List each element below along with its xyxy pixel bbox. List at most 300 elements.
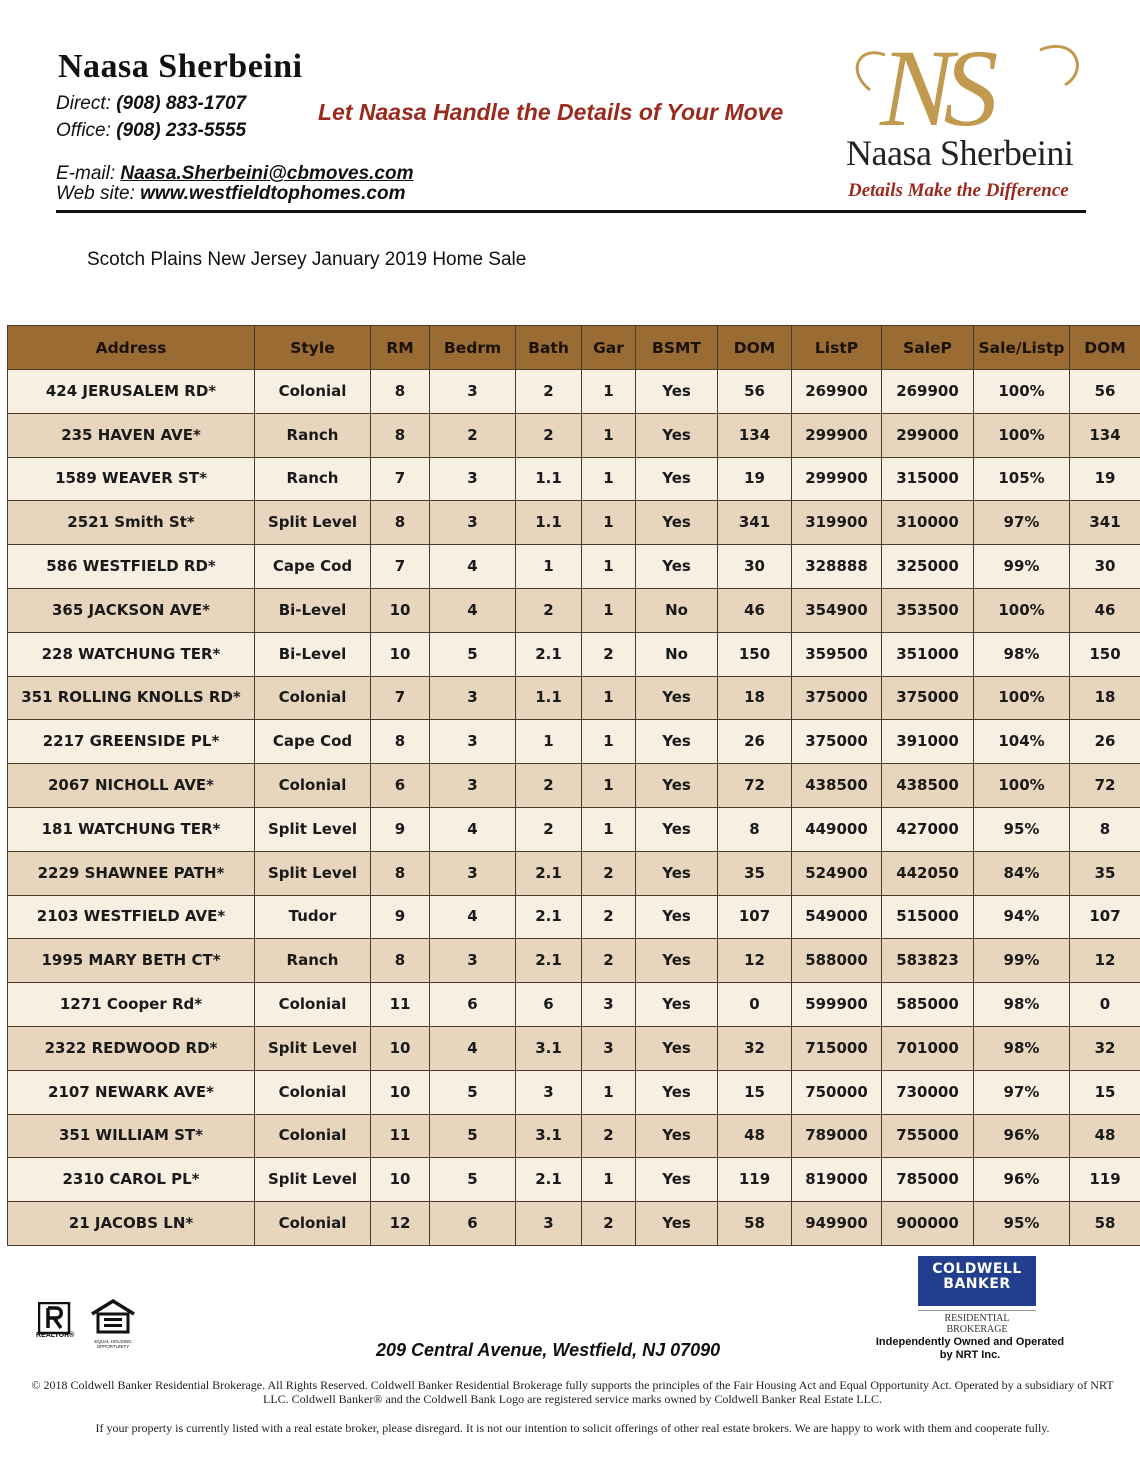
table-cell: 1589 WEAVER ST* [8,457,255,501]
table-cell: 7 [371,457,430,501]
table-cell: 11 [371,1114,430,1158]
table-cell: 315000 [882,457,974,501]
table-cell: Bi-Level [255,588,371,632]
table-cell: 3 [430,764,516,808]
legal-notice: © 2018 Coldwell Banker Residential Brokerage. All Rights Reserved. Coldwell Banker Residential Brokerage fully supports the principles of the Fair Housing Act and Equal Opportunity Act. Operated by a subsidiary of NRT LLC. Coldwell Banker® and the Coldwell Bank Logo are registered service marks owned by Coldwell Banker Real Estate LLC. [31,1378,1114,1406]
home-sales-table [7,325,1140,1246]
table-cell: 755000 [882,1114,974,1158]
table-cell: 2.1 [516,632,582,676]
table-cell: Ranch [255,939,371,983]
table-cell: 3 [430,851,516,895]
table-cell: Colonial [255,370,371,414]
table-cell: 424 JERUSALEM RD* [8,370,255,414]
table-cell: 8 [371,939,430,983]
table-cell: Yes [636,720,718,764]
table-cell: 438500 [792,764,882,808]
table-cell: 1 [582,588,636,632]
table-row [8,370,1140,414]
table-cell: 3 [430,720,516,764]
table-cell: 98% [974,983,1070,1027]
table-cell: 588000 [792,939,882,983]
email-line [56,163,414,185]
table-cell: 2 [516,370,582,414]
table-cell: 351000 [882,632,974,676]
table-cell: 269900 [882,370,974,414]
table-cell: 3 [430,939,516,983]
table-row [8,983,1140,1027]
table-cell: 1.1 [516,457,582,501]
monogram-text: NS [880,30,989,140]
table-cell: 5 [430,632,516,676]
table-cell: 8 [371,413,430,457]
column-header: Bath [516,326,582,370]
table-row [8,676,1140,720]
table-cell: 9 [371,807,430,851]
table-cell: 58 [718,1202,792,1246]
table-cell: 4 [430,545,516,589]
table-cell: 319900 [792,501,882,545]
table-cell: 107 [1070,895,1140,939]
table-cell: Cape Cod [255,545,371,589]
tagline: Let Naasa Handle the Details of Your Move [318,99,784,125]
table-cell: 3 [516,1070,582,1114]
table-cell: Colonial [255,1202,371,1246]
table-cell: 104% [974,720,1070,764]
table-row [8,720,1140,764]
table-cell: 375000 [792,676,882,720]
website-line [56,183,405,205]
table-cell: Ranch [255,457,371,501]
table-cell: Yes [636,939,718,983]
table-cell: 789000 [792,1114,882,1158]
table-cell: Colonial [255,983,371,1027]
table-cell: 4 [430,588,516,632]
table-cell: 0 [718,983,792,1027]
table-cell: 375000 [792,720,882,764]
table-cell: Yes [636,851,718,895]
table-cell: 750000 [792,1070,882,1114]
table-cell: 2 [582,895,636,939]
table-cell: 6 [430,983,516,1027]
table-cell: 819000 [792,1158,882,1202]
solicitation-disclaimer: If your property is currently listed with a real estate broker, please disregard. It is not our intention to solicit offerings of other real estate brokers. We are happy to work with them and cooperate fully. [95,1421,1050,1435]
table-cell: 228 WATCHUNG TER* [8,632,255,676]
table-cell: 900000 [882,1202,974,1246]
table-cell: 95% [974,1202,1070,1246]
table-row [8,457,1140,501]
table-cell: 5 [430,1158,516,1202]
table-cell: 1 [582,720,636,764]
table-cell: 10 [371,1026,430,1070]
table-cell: 10 [371,588,430,632]
table-cell: 181 WATCHUNG TER* [8,807,255,851]
realtor-label: REALTOR® [36,1332,75,1339]
table-cell: 48 [718,1114,792,1158]
table-cell: 100% [974,764,1070,808]
table-cell: 8 [371,501,430,545]
table-row [8,764,1140,808]
table-cell: 3 [430,676,516,720]
table-cell: 99% [974,939,1070,983]
table-row [8,501,1140,545]
owned-line2: by NRT Inc. [939,1349,1001,1361]
table-cell: 150 [718,632,792,676]
table-cell: Tudor [255,895,371,939]
table-cell: 150 [1070,632,1140,676]
table-cell: 8 [371,851,430,895]
table-cell: 4 [430,895,516,939]
table-cell: 328888 [792,545,882,589]
table-cell: Split Level [255,851,371,895]
table-cell: 2107 NEWARK AVE* [8,1070,255,1114]
table-cell: 26 [718,720,792,764]
table-cell: 12 [371,1202,430,1246]
table-cell: 354900 [792,588,882,632]
table-cell: 3 [582,983,636,1027]
table-cell: Colonial [255,1070,371,1114]
table-row [8,939,1140,983]
table-cell: 438500 [882,764,974,808]
table-cell: 7 [371,676,430,720]
table-cell: 4 [430,807,516,851]
table-cell: Yes [636,1158,718,1202]
table-cell: 299900 [792,457,882,501]
table-cell: 515000 [882,895,974,939]
table-cell: 18 [1070,676,1140,720]
table-cell: Yes [636,370,718,414]
website-link[interactable]: www.westfieldtophomes.com [140,183,406,204]
monogram-icon [840,30,1090,140]
table-cell: 98% [974,632,1070,676]
table-cell: 351 WILLIAM ST* [8,1114,255,1158]
column-header: Gar [582,326,636,370]
equal-housing-label: EQUAL HOUSING OPPORTUNITY [94,1339,132,1349]
table-cell: 2521 Smith St* [8,501,255,545]
table-cell: 375000 [882,676,974,720]
ownership-note [860,1336,1080,1362]
table-cell: 12 [718,939,792,983]
table-cell: Yes [636,1026,718,1070]
table-row [8,1202,1140,1246]
table-cell: 3 [430,501,516,545]
email-link[interactable]: Naasa.Sherbeini@cbmoves.com [120,163,414,184]
table-cell: 3 [516,1202,582,1246]
table-cell: 11 [371,983,430,1027]
table-cell: 353500 [882,588,974,632]
table-row [8,1158,1140,1202]
table-cell: 1 [582,676,636,720]
table-cell: 30 [1070,545,1140,589]
table-cell: 949900 [792,1202,882,1246]
office-address: 209 Central Avenue, Westfield, NJ 07090 [376,1340,721,1360]
table-cell: 8 [1070,807,1140,851]
table-cell: 715000 [792,1026,882,1070]
table-cell: 3.1 [516,1026,582,1070]
table-cell: 134 [718,413,792,457]
email-label: E-mail: [56,163,116,184]
table-cell: 19 [718,457,792,501]
table-cell: 72 [1070,764,1140,808]
table-cell: 97% [974,501,1070,545]
table-cell: 1.1 [516,676,582,720]
table-cell: 269900 [792,370,882,414]
table-cell: Colonial [255,676,371,720]
table-cell: 3 [430,370,516,414]
table-cell: 2103 WESTFIELD AVE* [8,895,255,939]
cb-logo-line1: COLDWELL [932,1261,1022,1277]
table-row [8,1070,1140,1114]
table-cell: Yes [636,676,718,720]
table-cell: 8 [371,720,430,764]
table-cell: No [636,632,718,676]
table-cell: 2 [582,851,636,895]
table-cell: 84% [974,851,1070,895]
website-label: Web site: [56,183,135,204]
table-cell: 359500 [792,632,882,676]
table-cell: 599900 [792,983,882,1027]
table-cell: 235 HAVEN AVE* [8,413,255,457]
table-cell: 56 [1070,370,1140,414]
table-cell: 46 [1070,588,1140,632]
table-cell: 100% [974,370,1070,414]
direct-label: Direct: [56,93,111,114]
column-header: DOM [718,326,792,370]
table-cell: Colonial [255,1114,371,1158]
table-cell: 701000 [882,1026,974,1070]
table-cell: 6 [371,764,430,808]
table-cell: 449000 [792,807,882,851]
table-cell: 585000 [882,983,974,1027]
office-phone[interactable]: (908) 233-5555 [116,120,247,141]
logo-name: Naasa Sherbeini [846,133,1074,173]
equal-housing-icon [88,1298,138,1349]
table-row [8,588,1140,632]
office-phone-line [56,120,246,142]
table-cell: 58 [1070,1202,1140,1246]
table-cell: 785000 [882,1158,974,1202]
table-cell: 8 [371,370,430,414]
table-cell: 1 [582,1158,636,1202]
cb-residential-label: RESIDENTIAL BROKERAGE [918,1310,1036,1335]
table-cell: 1 [582,1070,636,1114]
table-cell: 119 [1070,1158,1140,1202]
table-cell: 1 [516,720,582,764]
table-cell: 1 [582,501,636,545]
table-cell: 99% [974,545,1070,589]
column-header: SaleP [882,326,974,370]
column-header: Sale/Listp [974,326,1070,370]
table-cell: 35 [718,851,792,895]
page-title: Scotch Plains New Jersey January 2019 Home Sale [87,249,527,270]
table-cell: 2.1 [516,895,582,939]
table-cell: 442050 [882,851,974,895]
table-cell: Split Level [255,1026,371,1070]
table-cell: 3 [582,1026,636,1070]
table-cell: 26 [1070,720,1140,764]
table-cell: 1995 MARY BETH CT* [8,939,255,983]
table-cell: 100% [974,676,1070,720]
table-row [8,1114,1140,1158]
direct-phone-line [56,93,246,115]
table-cell: 134 [1070,413,1140,457]
coldwell-banker-logo [918,1256,1036,1306]
table-cell: 10 [371,1158,430,1202]
table-cell: 9 [371,895,430,939]
direct-phone[interactable]: (908) 883-1707 [116,93,247,114]
table-cell: 2 [430,413,516,457]
table-cell: 391000 [882,720,974,764]
table-cell: 2 [516,588,582,632]
table-cell: 299900 [792,413,882,457]
table-cell: Cape Cod [255,720,371,764]
table-cell: Yes [636,807,718,851]
table-cell: Yes [636,983,718,1027]
owned-line1: Independently Owned and Operated [875,1336,1065,1348]
table-cell: Yes [636,457,718,501]
table-cell: 2 [516,764,582,808]
table-row [8,807,1140,851]
table-cell: 299000 [882,413,974,457]
table-cell: 341 [1070,501,1140,545]
table-cell: Split Level [255,807,371,851]
table-cell: 32 [1070,1026,1140,1070]
table-cell: 2 [516,807,582,851]
table-cell: Bi-Level [255,632,371,676]
table-cell: Yes [636,764,718,808]
table-cell: 5 [430,1070,516,1114]
table-cell: 96% [974,1114,1070,1158]
table-cell: 2.1 [516,1158,582,1202]
table-cell: 1 [582,764,636,808]
table-cell: 586 WESTFIELD RD* [8,545,255,589]
table-cell: 2 [582,939,636,983]
table-cell: 1 [582,457,636,501]
table-cell: 2 [582,1114,636,1158]
table-cell: 30 [718,545,792,589]
table-cell: 2322 REDWOOD RD* [8,1026,255,1070]
table-cell: 1 [516,545,582,589]
table-body [8,370,1140,1246]
agent-name: Naasa Sherbeini [58,48,303,85]
table-cell: 10 [371,1070,430,1114]
table-cell: 351 ROLLING KNOLLS RD* [8,676,255,720]
table-cell: 1.1 [516,501,582,545]
table-cell: Split Level [255,501,371,545]
table-cell: 8 [718,807,792,851]
table-cell: 0 [1070,983,1140,1027]
table-cell: 12 [1070,939,1140,983]
table-cell: 1 [582,370,636,414]
table-cell: 35 [1070,851,1140,895]
table-cell: 2229 SHAWNEE PATH* [8,851,255,895]
table-row [8,413,1140,457]
table-cell: 15 [1070,1070,1140,1114]
table-cell: 5 [430,1114,516,1158]
table-cell: 98% [974,1026,1070,1070]
table-cell: Yes [636,895,718,939]
table-cell: Yes [636,1070,718,1114]
table-cell: 2310 CAROL PL* [8,1158,255,1202]
table-cell: Yes [636,501,718,545]
realtor-icon [36,1302,75,1342]
table-cell: 72 [718,764,792,808]
header-divider [56,210,1086,213]
column-header: DOM [1070,326,1140,370]
logo-tagline: Details Make the Difference [848,180,1069,201]
table-cell: 32 [718,1026,792,1070]
column-header: Address [8,326,255,370]
cb-logo-line2: BANKER [943,1276,1011,1292]
table-cell: 427000 [882,807,974,851]
column-header: Bedrm [430,326,516,370]
table-cell: 3 [430,457,516,501]
table-cell: 95% [974,807,1070,851]
table-row [8,851,1140,895]
table-cell: 19 [1070,457,1140,501]
table-cell: 6 [516,983,582,1027]
table-cell: 105% [974,457,1070,501]
table-cell: 524900 [792,851,882,895]
table-row [8,895,1140,939]
table-cell: 15 [718,1070,792,1114]
table-cell: 48 [1070,1114,1140,1158]
table-cell: 2067 NICHOLL AVE* [8,764,255,808]
table-cell: Yes [636,1114,718,1158]
column-header: BSMT [636,326,718,370]
table-cell: 2 [516,413,582,457]
table-cell: 1271 Cooper Rd* [8,983,255,1027]
column-header: Style [255,326,371,370]
table-cell: 2 [582,632,636,676]
table-cell: Colonial [255,764,371,808]
table-row [8,1026,1140,1070]
column-header: ListP [792,326,882,370]
table-cell: 4 [430,1026,516,1070]
table-cell: Yes [636,1202,718,1246]
table-cell: 10 [371,632,430,676]
office-label: Office: [56,120,111,141]
table-cell: Ranch [255,413,371,457]
table-cell: 730000 [882,1070,974,1114]
table-cell: No [636,588,718,632]
table-cell: 1 [582,413,636,457]
table-cell: 56 [718,370,792,414]
table-cell: 549000 [792,895,882,939]
table-cell: 119 [718,1158,792,1202]
table-cell: 1 [582,807,636,851]
table-cell: 96% [974,1158,1070,1202]
table-cell: 100% [974,413,1070,457]
table-cell: 365 JACKSON AVE* [8,588,255,632]
table-cell: 100% [974,588,1070,632]
table-cell: 2 [582,1202,636,1246]
table-cell: 21 JACOBS LN* [8,1202,255,1246]
table-cell: 341 [718,501,792,545]
table-cell: 46 [718,588,792,632]
table-cell: 1 [582,545,636,589]
table-cell: 2.1 [516,939,582,983]
table-cell: 18 [718,676,792,720]
table-cell: 7 [371,545,430,589]
table-cell: Split Level [255,1158,371,1202]
table-cell: 107 [718,895,792,939]
table-cell: Yes [636,545,718,589]
table-cell: 310000 [882,501,974,545]
table-cell: Yes [636,413,718,457]
table-cell: 6 [430,1202,516,1246]
table-row [8,545,1140,589]
table-cell: 94% [974,895,1070,939]
